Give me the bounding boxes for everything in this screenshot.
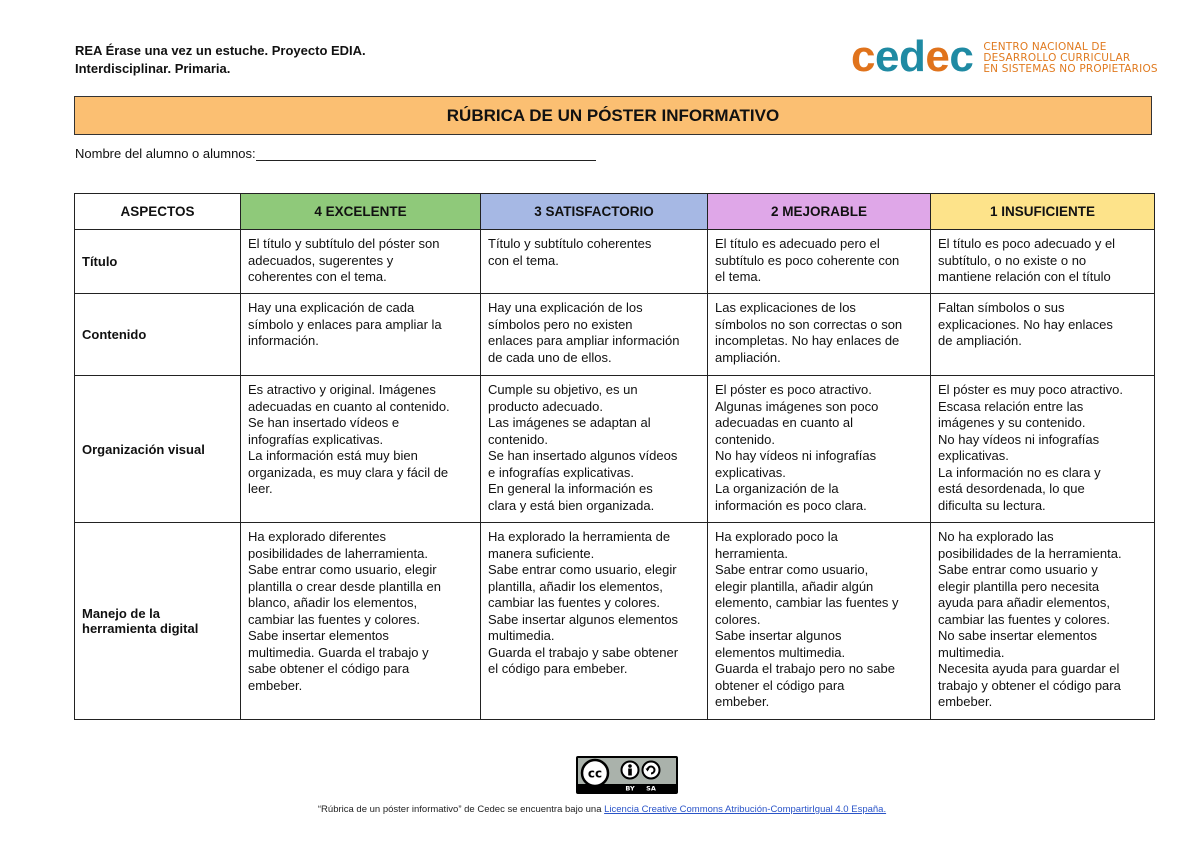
cell-text-line: multimedia.	[488, 628, 555, 643]
cell-text-line: cambiar las fuentes y colores.	[248, 611, 420, 627]
col-header-insufficient: 1 INSUFICIENTE	[931, 194, 1155, 230]
cell-text-line: explicativas.	[715, 464, 786, 480]
rubric-row	[75, 294, 1155, 376]
cc-icon: cc	[587, 766, 603, 781]
license-footer	[0, 804, 1204, 815]
cell-text-line: embeber.	[938, 694, 993, 709]
cell-text-line: Hay una explicación de los	[488, 300, 643, 315]
cell-text-line: cambiar las fuentes y colores.	[488, 595, 660, 610]
cell-text-line: plantilla, añadir los elementos,	[488, 578, 663, 594]
cell-text-line: El título es poco adecuado y el	[938, 236, 1116, 251]
cell-text-line: ayuda para añadir elementos,	[938, 595, 1111, 610]
logo-sub-line: CENTRO NACIONAL DE	[983, 40, 1107, 53]
cell-text-line: No hay vídeos ni infografías	[938, 431, 1100, 447]
rubric-cell	[931, 523, 1155, 720]
cell-text-line: Título y subtítulo coherentes	[488, 236, 652, 251]
cell-text-line: Hay una explicación de cada	[248, 300, 415, 315]
rubric-cell	[241, 523, 481, 720]
cell-text-line: incompletas. No hay enlaces de	[715, 333, 900, 348]
cell-text-line: organizada, es muy clara y fácil de	[248, 464, 449, 480]
cell-text-line: e infografías explicativas.	[488, 464, 634, 480]
cell-text-line: El póster es poco atractivo.	[715, 382, 872, 397]
cell-text-line: colores.	[715, 611, 761, 627]
cell-text-line: obtener el código para	[715, 677, 845, 693]
rubric-cell	[931, 294, 1155, 376]
cell-text-line: embeber.	[248, 677, 303, 693]
cell-text-line: coherentes con el tema.	[248, 269, 387, 284]
rubric-cell	[241, 294, 481, 376]
cell-text-line: contenido.	[488, 431, 548, 447]
cell-text-line: enlaces para ampliar información	[488, 333, 680, 348]
rubric-row	[75, 376, 1155, 523]
cell-text-line: Sabe insertar algunos elementos	[488, 611, 679, 627]
cell-text-line: Ha explorado poco la	[715, 529, 838, 544]
cell-text-line: adecuados, sugerentes y	[248, 252, 394, 268]
cell-text-line: plantilla o crear desde plantilla en	[248, 578, 441, 594]
cell-text-line: dificulta su lectura.	[938, 497, 1046, 513]
logo-sub-line: EN SISTEMAS NO PROPIETARIOS	[983, 62, 1158, 75]
row-aspect-label: Título	[75, 230, 241, 294]
logo-letter: e	[925, 32, 950, 81]
cell-text-line: Se han insertado algunos vídeos	[488, 448, 678, 463]
rubric-cell	[241, 376, 481, 523]
rubric-cell	[708, 230, 931, 294]
cell-text-line: contenido.	[715, 431, 775, 447]
logo-subtitle	[983, 42, 1157, 75]
logo-letter: e	[874, 32, 899, 81]
rubric-cell	[708, 294, 931, 376]
cell-text-line: posibilidades de la herramienta.	[938, 545, 1122, 561]
col-header-improvable: 2 MEJORABLE	[708, 194, 931, 230]
cell-text-line: El título y subtítulo del póster son	[248, 236, 440, 251]
cell-text-line: En general la información es	[488, 481, 653, 496]
cell-text-line: trabajo y obtener el código para	[938, 677, 1121, 693]
cell-text-line: información.	[248, 333, 319, 348]
cell-text-line: Las explicaciones de los	[715, 300, 856, 315]
row-aspect-label: Contenido	[75, 294, 241, 376]
cell-text-line: Guarda el trabajo pero no sabe	[715, 661, 895, 676]
cell-text-line: subtítulo, o no existe o no	[938, 252, 1087, 268]
cell-text-line: el tema.	[715, 269, 762, 284]
cell-text-line: Se han insertado vídeos e	[248, 415, 400, 430]
cell-text-line: Sabe entrar como usuario y	[938, 562, 1098, 577]
rubric-title: RÚBRICA DE UN PÓSTER INFORMATIVO	[74, 96, 1152, 135]
cell-text-line: Faltan símbolos o sus	[938, 300, 1065, 315]
cell-text-line: No ha explorado las	[938, 529, 1054, 544]
cell-text-line: está desordenada, lo que	[938, 481, 1085, 496]
cell-text-line: subtítulo es poco coherente con	[715, 252, 900, 268]
col-header-excellent: 4 EXCELENTE	[241, 194, 481, 230]
cell-text-line: información es poco clara.	[715, 497, 867, 513]
rubric-table	[74, 193, 1155, 720]
cell-text-line: herramienta.	[715, 545, 788, 561]
cell-text-line: Sabe entrar como usuario,	[715, 562, 869, 577]
logo-letter: c	[851, 32, 875, 81]
cell-text-line: el código para embeber.	[488, 661, 628, 676]
row-aspect-label: Manejo de la herramienta digital	[75, 523, 241, 720]
rubric-cell	[241, 230, 481, 294]
sa-label: SA	[646, 784, 656, 792]
rubric-cell	[481, 523, 708, 720]
rubric-cell	[708, 376, 931, 523]
cell-text-line: sabe obtener el código para	[248, 661, 410, 676]
cell-text-line: blanco, añadir los elementos,	[248, 595, 418, 610]
license-link[interactable]: Licencia Creative Commons Atribución-CompartirIgual 4.0 España.	[604, 804, 887, 815]
cell-text-line: ampliación.	[715, 349, 781, 365]
cc-badge-graphic	[578, 758, 676, 792]
cell-text-line: elegir plantilla, añadir algún	[715, 578, 874, 594]
cell-text-line: Es atractivo y original. Imágenes	[248, 382, 436, 397]
header-line-1: REA Érase una vez un estuche. Proyecto EDIA.	[75, 43, 366, 58]
cc-by-sa-badge[interactable]	[576, 756, 678, 794]
document-header	[75, 42, 366, 78]
cell-text-line: Sabe entrar como usuario, elegir	[488, 562, 677, 577]
cell-text-line: mantiene relación con el título	[938, 269, 1111, 284]
rubric-cell	[708, 523, 931, 720]
rubric-cell	[481, 230, 708, 294]
cell-text-line: multimedia. Guarda el trabajo y	[248, 644, 429, 660]
row-aspect-label: Organización visual	[75, 376, 241, 523]
cell-text-line: No sabe insertar elementos	[938, 628, 1097, 643]
cell-text-line: infografías explicativas.	[248, 431, 384, 447]
header-row	[75, 194, 1155, 230]
rubric-row	[75, 230, 1155, 294]
cedec-logo	[851, 33, 1158, 81]
cell-text-line: Guarda el trabajo y sabe obtener	[488, 644, 679, 660]
cell-text-line: La organización de la	[715, 481, 839, 496]
logo-letter: c	[949, 32, 974, 81]
cell-text-line: símbolo y enlaces para ampliar la	[248, 316, 442, 332]
rubric-cell	[931, 230, 1155, 294]
cell-text-line: Ha explorado la herramienta de	[488, 529, 671, 544]
student-name-line	[75, 146, 596, 161]
rubric-cell	[481, 376, 708, 523]
cell-text-line: Las imágenes se adaptan al	[488, 415, 651, 430]
cell-text-line: símbolos pero no existen	[488, 316, 633, 332]
cell-text-line: cambiar las fuentes y colores.	[938, 611, 1110, 627]
cell-text-line: Sabe insertar elementos	[248, 628, 389, 643]
cedec-wordmark	[851, 33, 973, 81]
header-line-2: Interdisciplinar. Primaria.	[75, 61, 231, 76]
cell-text-line: clara y está bien organizada.	[488, 497, 655, 513]
logo-sub-line: DESARROLLO CURRICULAR	[983, 51, 1131, 64]
cell-text-line: de cada uno de ellos.	[488, 349, 612, 365]
cell-text-line: El póster es muy poco atractivo.	[938, 382, 1123, 397]
cell-text-line: embeber.	[715, 694, 770, 709]
rubric-cell	[931, 376, 1155, 523]
cell-text-line: adecuadas en cuanto al	[715, 415, 854, 430]
student-name-label: Nombre del alumno o alumnos:	[75, 146, 256, 161]
cell-text-line: explicaciones. No hay enlaces	[938, 316, 1113, 332]
cell-text-line: producto adecuado.	[488, 398, 603, 414]
cell-text-line: de ampliación.	[938, 333, 1022, 348]
cell-text-line: La información está muy bien	[248, 448, 418, 463]
cell-text-line: adecuadas en cuanto al contenido.	[248, 398, 450, 414]
cell-text-line: La información no es clara y	[938, 464, 1101, 480]
cell-text-line: leer.	[248, 481, 273, 496]
cell-text-line: Cumple su objetivo, es un	[488, 382, 638, 397]
by-label: BY	[625, 784, 635, 792]
cell-text-line: símbolos no son correctas o son	[715, 316, 903, 332]
cell-text-line: Ha explorado diferentes	[248, 529, 387, 544]
cell-text-line: manera suficiente.	[488, 545, 595, 561]
person-icon	[628, 764, 632, 768]
rubric-cell	[481, 294, 708, 376]
cell-text-line: multimedia.	[938, 644, 1005, 660]
cell-text-line: No hay vídeos ni infografías	[715, 448, 877, 463]
cell-text-line: elementos multimedia.	[715, 644, 846, 660]
cell-text-line: elemento, cambiar las fuentes y	[715, 595, 899, 610]
cell-text-line: Sabe entrar como usuario, elegir	[248, 562, 437, 577]
cell-text-line: elegir plantilla pero necesita	[938, 578, 1100, 594]
cell-text-line: con el tema.	[488, 252, 559, 268]
rubric-row	[75, 523, 1155, 720]
cell-text-line: El título es adecuado pero el	[715, 236, 880, 251]
col-header-aspects: ASPECTOS	[75, 194, 241, 230]
license-text: “Rúbrica de un póster informativo” de Cedec se encuentra bajo una	[317, 804, 605, 815]
col-header-satisfactory: 3 SATISFACTORIO	[481, 194, 708, 230]
cell-text-line: Necesita ayuda para guardar el	[938, 661, 1120, 676]
logo-letter: d	[898, 32, 926, 81]
student-name-field[interactable]	[256, 147, 596, 161]
cell-text-line: Escasa relación entre las	[938, 398, 1084, 414]
cell-text-line: explicativas.	[938, 448, 1009, 463]
cell-text-line: Sabe insertar algunos	[715, 628, 842, 643]
cell-text-line: posibilidades de laherramienta.	[248, 545, 428, 561]
cell-text-line: Algunas imágenes son poco	[715, 398, 879, 414]
cell-text-line: imágenes y su contenido.	[938, 415, 1086, 430]
